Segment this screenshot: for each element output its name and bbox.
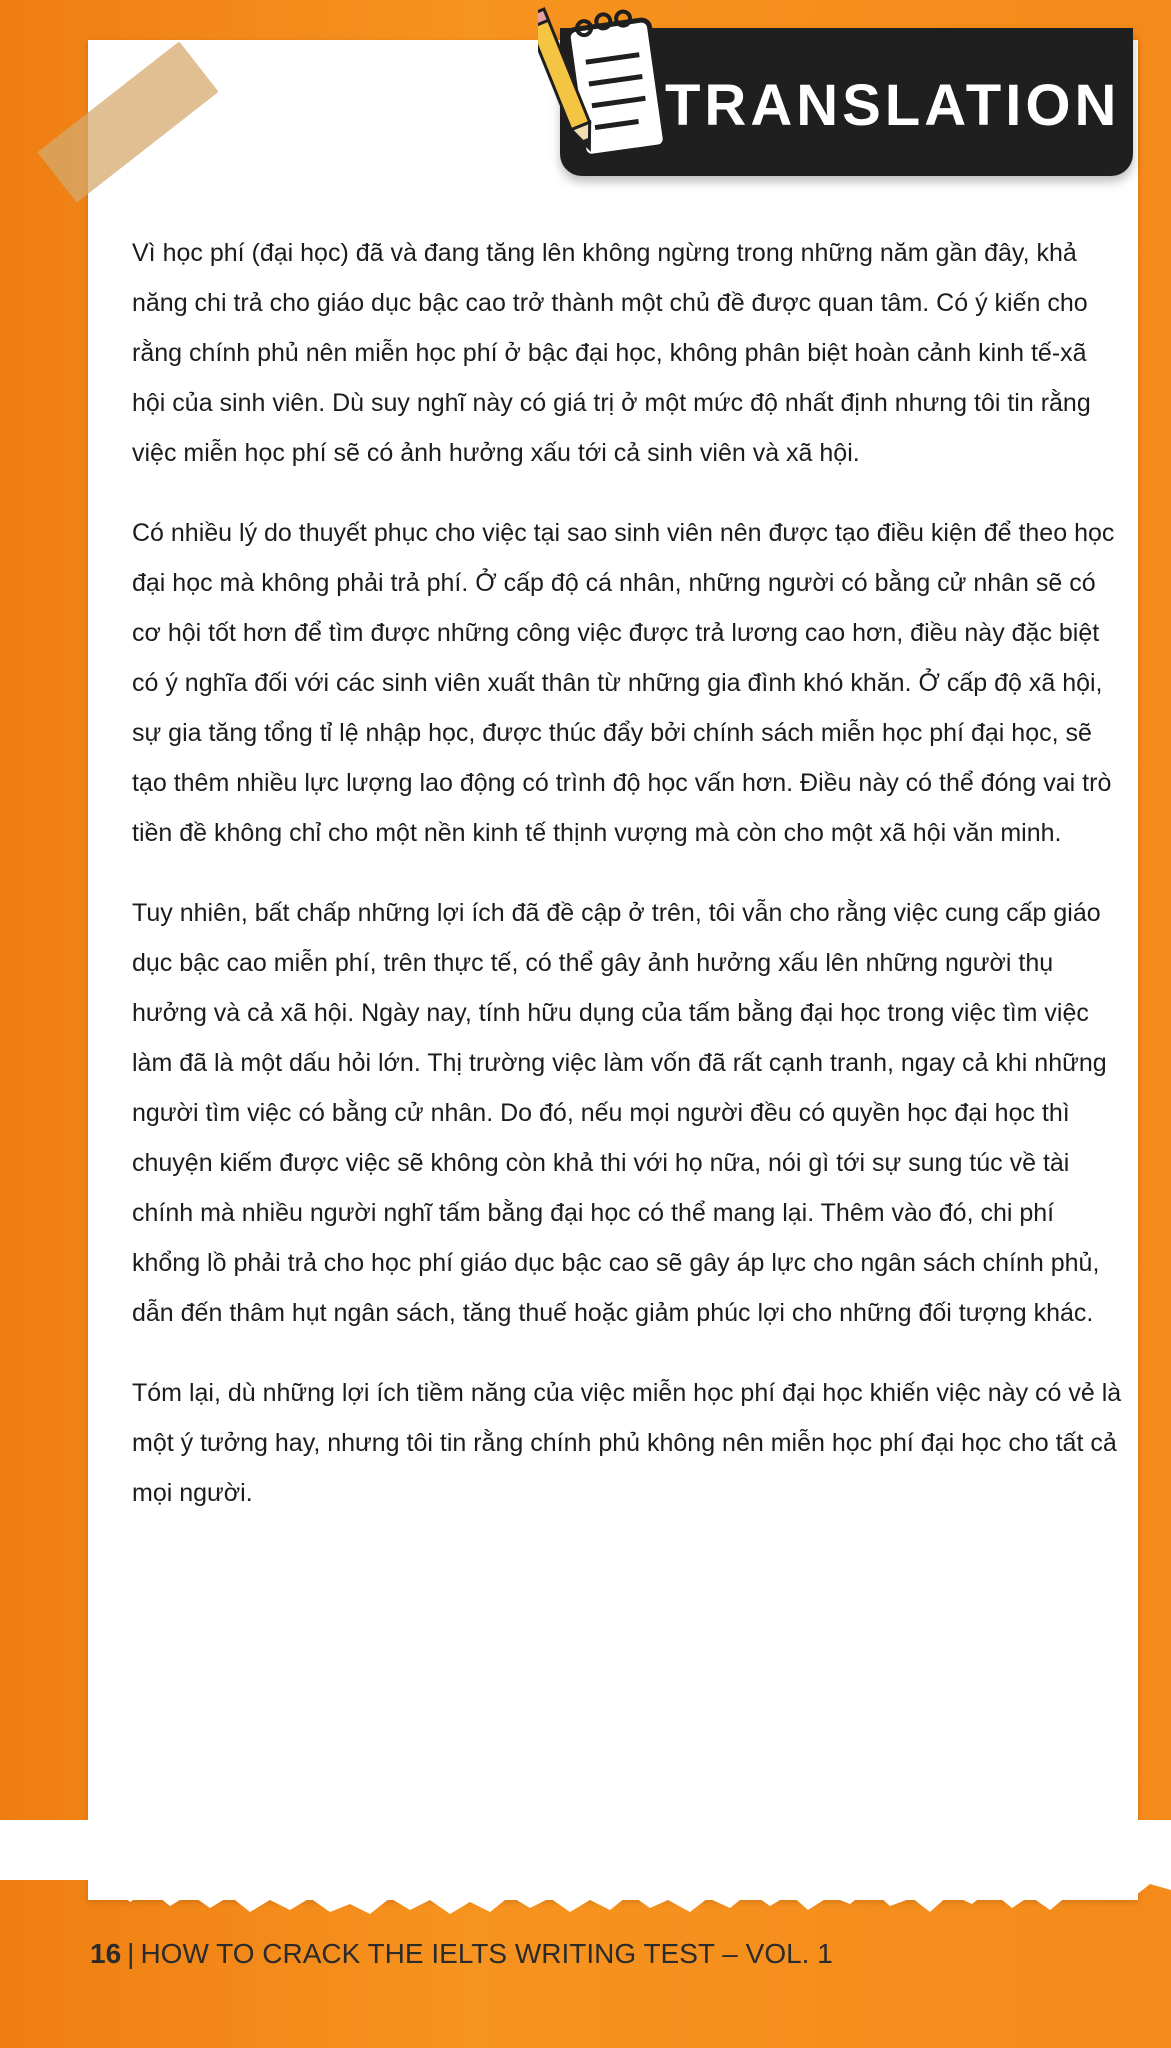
paragraph-4: Tóm lại, dù những lợi ích tiềm năng của việc miễn học phí đại học khiến việc này có vẻ là một ý tưởng hay, nhưng tôi tin rằng chính phủ không nên miễn học phí đại học cho tất cả mọi người.: [132, 1379, 1122, 1507]
page-footer: [90, 1934, 833, 1974]
page-number: 16: [90, 1938, 122, 1969]
paragraph-2: Có nhiều lý do thuyết phục cho việc tại sao sinh viên nên được tạo điều kiện để theo học đại học mà không phải trả phí. Ở cấp độ cá nhân, những người có bằng cử nhân sẽ có cơ hội tốt hơn để tìm được những công việc được trả lương cao hơn, điều này đặc biệt có ý nghĩa đối với các sinh viên xuất thân từ những gia đình khó khăn. Ở cấp độ xã hội, sự gia tăng tổng tỉ lệ nhập học, được thúc đẩy bởi chính sách miễn học phí đại học, sẽ tạo thêm nhiều lực lượng lao động có trình độ học vấn hơn. Điều này có thể đóng vai trò tiền đề không chỉ cho một nền kinh tế thịnh vượng mà còn cho một xã hội văn minh.: [132, 519, 1115, 847]
footer-separator: |: [127, 1938, 135, 1969]
paragraph-1: Vì học phí (đại học) đã và đang tăng lên không ngừng trong những năm gần đây, khả năng chi trả cho giáo dục bậc cao trở thành một chủ đề được quan tâm. Có ý kiến cho rằng chính phủ nên miễn học phí ở bậc đại học, không phân biệt hoàn cảnh kinh tế-xã hội của sinh viên. Dù suy nghĩ này có giá trị ở một mức độ nhất định nhưng tôi tin rằng việc miễn học phí sẽ có ảnh hưởng xấu tới cả sinh viên và xã hội.: [132, 239, 1091, 467]
paragraph-3: Tuy nhiên, bất chấp những lợi ích đã đề cập ở trên, tôi vẫn cho rằng việc cung cấp giáo dục bậc cao miễn phí, trên thực tế, có thể gây ảnh hưởng xấu lên những người thụ hưởng và cả xã hội. Ngày nay, tính hữu dụng của tấm bằng đại học trong việc tìm việc làm đã là một dấu hỏi lớn. Thị trường việc làm vốn đã rất cạnh tranh, ngay cả khi những người tìm việc có bằng cử nhân. Do đó, nếu mọi người đều có quyền học đại học thì chuyện kiếm được việc sẽ không còn khả thi với họ nữa, nói gì tới sự sung túc về tài chính mà nhiều người nghĩ tấm bằng đại học có thể mang lại. Thêm vào đó, chi phí khổng lồ phải trả cho học phí giáo dục bậc cao sẽ gây áp lực cho ngân sách chính phủ, dẫn đến thâm hụt ngân sách, tăng thuế hoặc giảm phúc lợi cho những đối tượng khác.: [132, 899, 1107, 1327]
translation-body: [132, 228, 1126, 1548]
section-title: TRANSLATION: [665, 73, 1121, 138]
notepad-pencil-icon: [538, 0, 668, 175]
book-title: HOW TO CRACK THE IELTS WRITING TEST – VOL. 1: [140, 1938, 833, 1969]
